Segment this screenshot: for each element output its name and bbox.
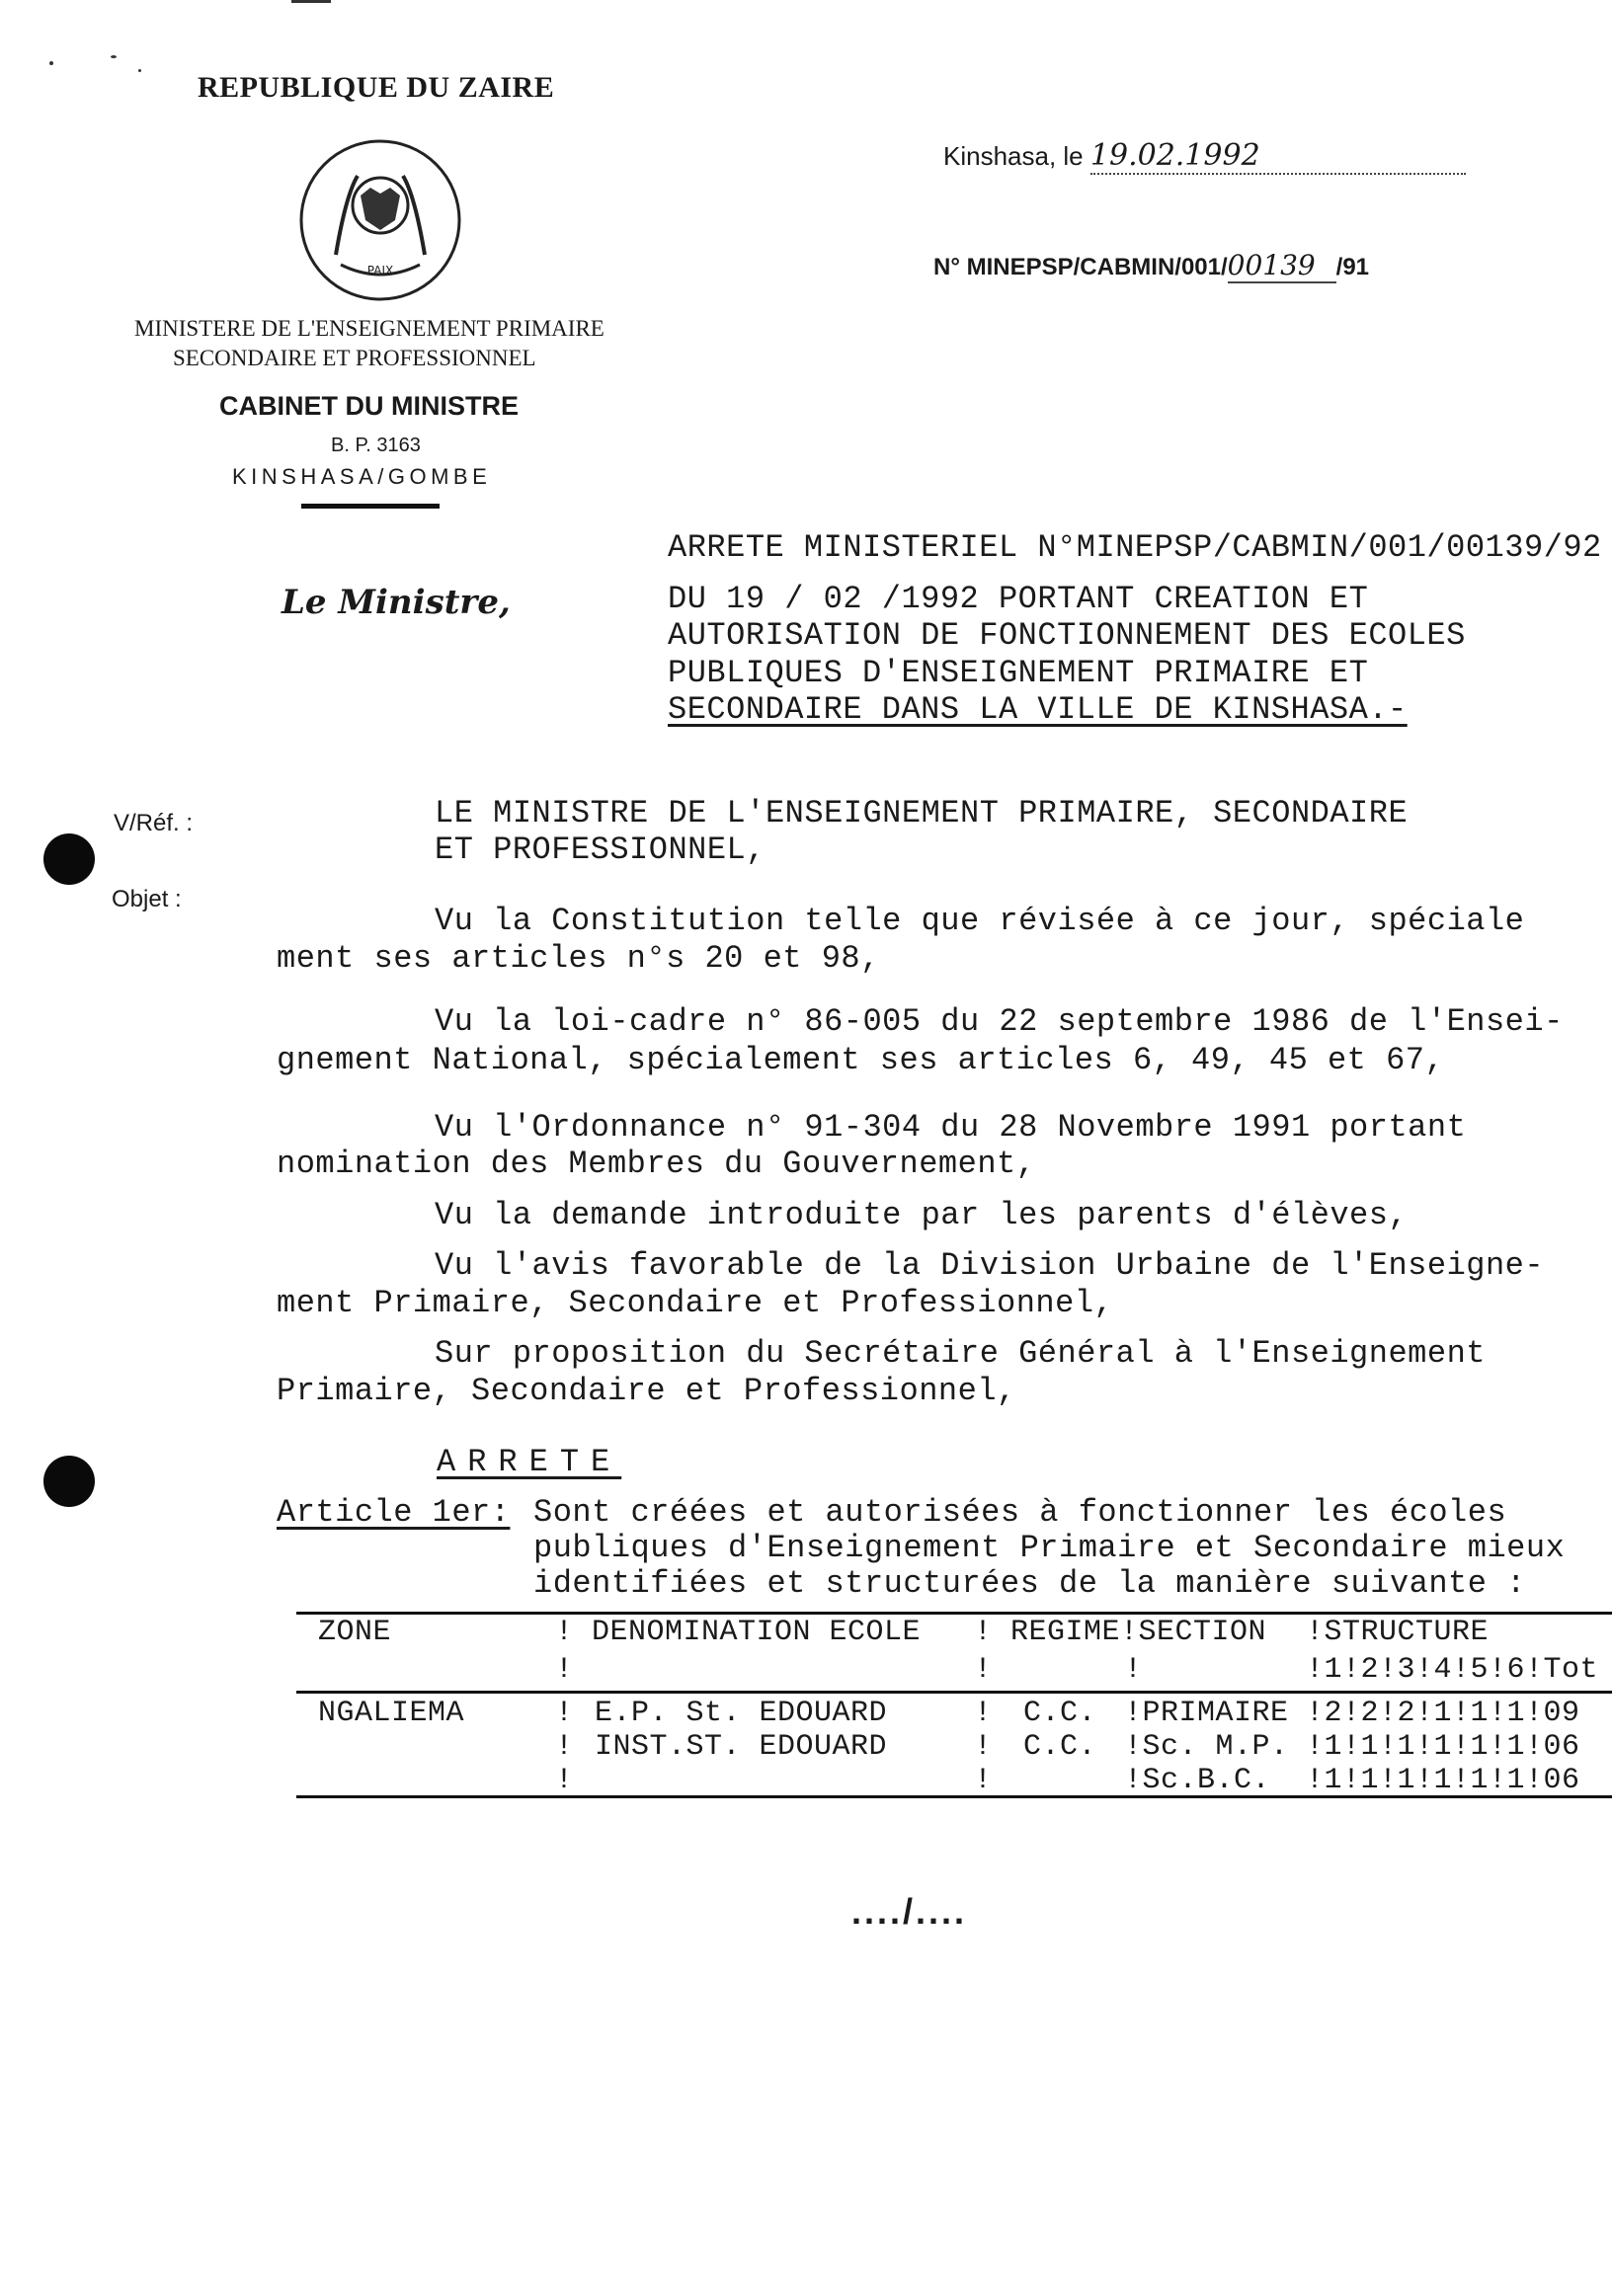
ministry-name-line1: MINISTERE DE L'ENSEIGNEMENT PRIMAIRE: [134, 316, 604, 341]
proposition-line1: Sur proposition du Secrétaire Général à l'Enseignement: [435, 1335, 1486, 1372]
structure-cell: !2!2!2!1!1!1!09: [1306, 1697, 1580, 1730]
header-separator: !: [1124, 1653, 1143, 1687]
considerant-constitution-line1: Vu la Constitution telle que révisée à ce jour, spéciale: [435, 903, 1525, 939]
cabinet-title: CABINET DU MINISTRE: [219, 391, 519, 421]
scan-speck: [49, 61, 53, 65]
po-box: B. P. 3163: [331, 435, 421, 456]
punch-hole: [43, 833, 95, 885]
article-1-text-line2: publiques d'Enseignement Primaire et Secondaire mieux: [533, 1530, 1566, 1566]
handwritten-reference: 00139: [1228, 249, 1336, 283]
your-reference-label: V/Réf. :: [114, 810, 194, 836]
arrete-title-line2: DU 19 / 02 /1992 PORTANT CREATION ET: [668, 581, 1369, 617]
scan-speck: [111, 55, 117, 58]
date-prefix: Kinshasa, le: [943, 141, 1084, 171]
section-cell: !PRIMAIRE: [1124, 1697, 1289, 1730]
separator-cell: !: [555, 1764, 574, 1797]
header-separator: !: [974, 1653, 993, 1687]
subject-label: Objet :: [112, 886, 182, 912]
header-zone: ZONE: [318, 1616, 392, 1649]
table-rule: [296, 1691, 1612, 1694]
arrete-title-line1: ARRETE MINISTERIEL N°MINEPSP/CABMIN/001/00139/92: [668, 529, 1602, 566]
denomination-cell: E.P. St. EDOUARD: [595, 1697, 888, 1730]
arrete-heading: ARRETE: [437, 1444, 622, 1480]
section-cell: !Sc.B.C.: [1124, 1764, 1271, 1797]
separator-cell: !: [974, 1764, 993, 1797]
structure-cell: !1!1!1!1!1!1!06: [1306, 1764, 1580, 1797]
article-1-label: Article 1er:: [277, 1494, 511, 1531]
minister-title-line1: LE MINISTRE DE L'ENSEIGNEMENT PRIMAIRE, SECONDAIRE: [435, 795, 1409, 831]
considerant-loi-cadre-line1: Vu la loi-cadre n° 86-005 du 22 septembre 1986 de l'Ensei-: [435, 1003, 1564, 1040]
header-denomination: ! DENOMINATION ECOLE: [555, 1616, 922, 1649]
header-separator: !: [555, 1653, 574, 1687]
article-1-text-line3: identifiées et structurées de la manière suivante :: [533, 1565, 1526, 1602]
letterhead-divider: [301, 504, 440, 509]
national-emblem-seal: [296, 136, 464, 309]
arrete-title-line4: PUBLIQUES D'ENSEIGNEMENT PRIMAIRE ET: [668, 655, 1369, 691]
considerant-avis-line1: Vu l'avis favorable de la Division Urbaine de l'Enseigne-: [435, 1247, 1545, 1284]
separator-cell: !: [555, 1730, 574, 1764]
considerant-avis-line2: ment Primaire, Secondaire et Professionnel,: [277, 1285, 1114, 1321]
considerant-ordonnance-line2: nomination des Membres du Gouvernement,: [277, 1146, 1036, 1182]
scan-speck: [291, 0, 331, 3]
signature-heading: Le Ministre,: [282, 583, 511, 622]
regime-cell: C.C.: [1023, 1730, 1097, 1764]
country-name: REPUBLIQUE DU ZAIRE: [198, 71, 555, 104]
separator-cell: !: [555, 1697, 574, 1730]
reference-prefix: N° MINEPSP/CABMIN/001/: [933, 254, 1228, 280]
structure-cell: !1!1!1!1!1!1!06: [1306, 1730, 1580, 1764]
date-line: [943, 138, 1466, 175]
considerant-constitution-line2: ment ses articles n°s 20 et 98,: [277, 940, 880, 977]
considerant-demande: Vu la demande introduite par les parents d'élèves,: [435, 1197, 1409, 1233]
scan-speck: [138, 69, 141, 72]
denomination-cell: INST.ST. EDOUARD: [595, 1730, 888, 1764]
header-structure-years: !1!2!3!4!5!6!Tot: [1306, 1653, 1599, 1687]
proposition-line2: Primaire, Secondaire et Professionnel,: [277, 1373, 1016, 1409]
header-structure: !STRUCTURE: [1306, 1616, 1490, 1649]
section-cell: !Sc. M.P.: [1124, 1730, 1289, 1764]
considerant-ordonnance-line1: Vu l'Ordonnance n° 91-304 du 28 Novembre 1991 portant: [435, 1109, 1467, 1146]
considerant-loi-cadre-line2: gnement National, spécialement ses articles 6, 49, 45 et 67,: [277, 1042, 1445, 1078]
zone-cell: NGALIEMA: [318, 1697, 465, 1730]
separator-cell: !: [974, 1730, 993, 1764]
ministry-name-line2: SECONDAIRE ET PROFESSIONNEL: [173, 346, 536, 370]
handwritten-date: 19.02.1992: [1090, 138, 1466, 175]
reference-number: [933, 249, 1369, 283]
punch-hole: [43, 1456, 95, 1507]
schools-table: [296, 1612, 1612, 1799]
minister-title-line2: ET PROFESSIONNEL,: [435, 831, 766, 868]
svg-text:PAIX: PAIX: [366, 264, 394, 277]
table-rule: [296, 1612, 1612, 1615]
arrete-title-line3: AUTORISATION DE FONCTIONNEMENT DES ECOLES: [668, 617, 1466, 654]
page-continuation-mark: ..../....: [851, 1891, 968, 1932]
separator-cell: !: [974, 1697, 993, 1730]
article-1-text-line1: Sont créées et autorisées à fonctionner les écoles: [533, 1494, 1507, 1531]
city: KINSHASA/GOMBE: [232, 464, 492, 489]
header-regime-section: ! REGIME!SECTION: [974, 1616, 1267, 1649]
regime-cell: C.C.: [1023, 1697, 1097, 1730]
reference-suffix: /91: [1335, 254, 1370, 280]
arrete-title-line5: SECONDAIRE DANS LA VILLE DE KINSHASA.-: [668, 691, 1408, 728]
